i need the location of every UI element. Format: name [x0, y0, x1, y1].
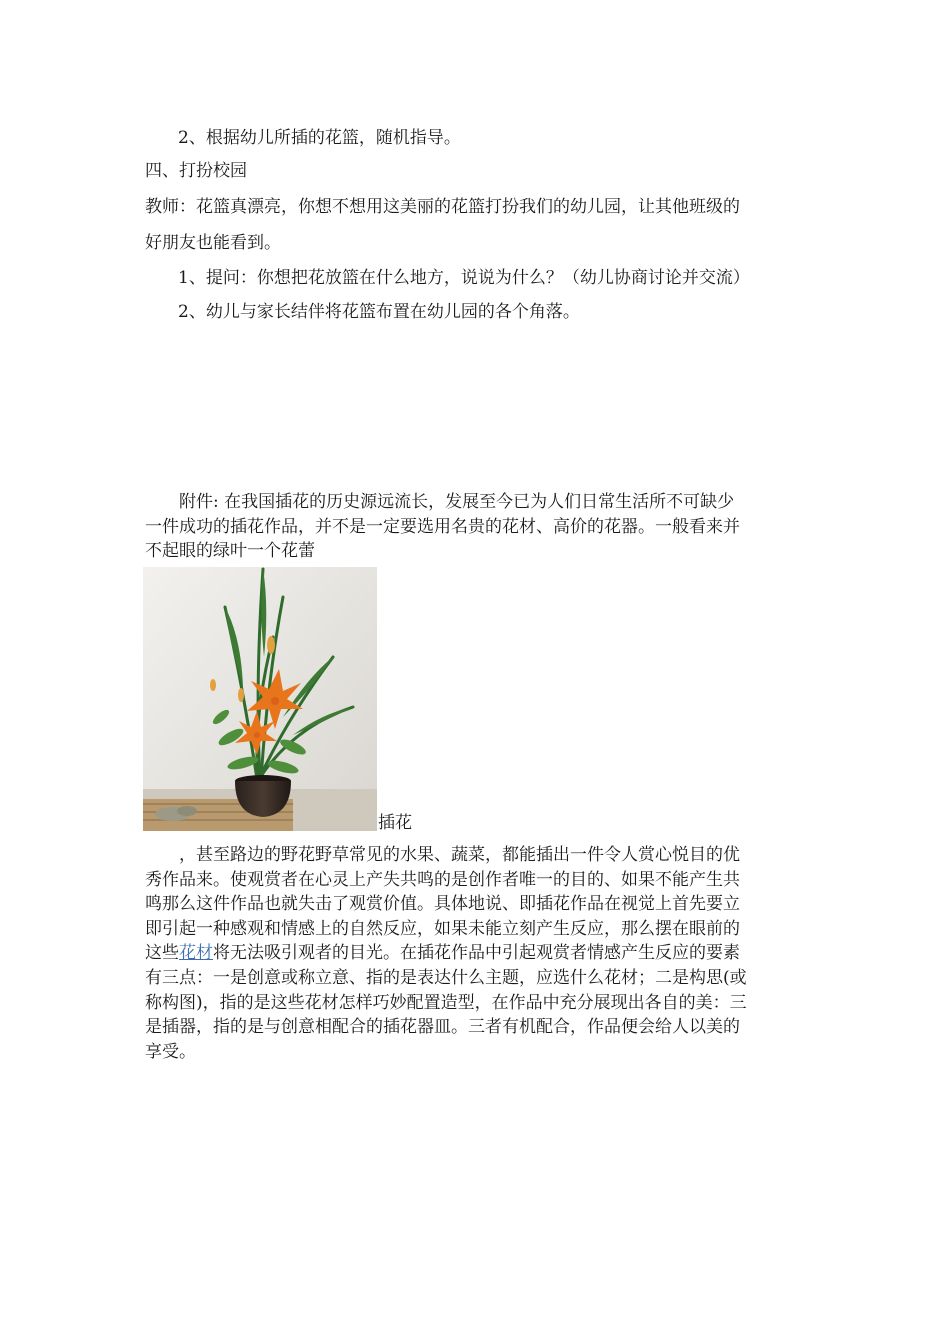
teacher-line-1: 教师：花篮真漂亮，你想不想用这美丽的花篮打扮我们的幼儿园，让其他班级的	[145, 197, 740, 217]
continuation-line: 称构图)，指的是这些花材怎样巧妙配置造型，在作品中充分展现出各自的美：三	[145, 992, 747, 1013]
continuation-line: ，甚至路边的野花野草常见的水果、蔬菜，都能插出一件令人赏心悦目的优	[179, 845, 740, 865]
continuation-line: 是插器，指的是与创意相配合的插花器皿。三者有机配合，作品便会给人以美的	[145, 1017, 740, 1038]
continuation-line: 秀作品来。使观赏者在心灵上产失共鸣的是创作者唯一的目的、如果不能产生共	[145, 869, 740, 890]
question-item-2: 2、幼儿与家长结伴将花篮布置在幼儿园的各个角落。	[178, 302, 580, 322]
continuation-line: 即引起一种感观和情感上的自然反应，如果未能立刻产生反应，那么摆在眼前的	[145, 918, 740, 939]
teacher-line-2: 好朋友也能看到。	[145, 233, 281, 253]
continuation-line	[145, 941, 810, 966]
continuation-line: 有三点：一是创意或称立意、指的是表达什么主题，应选什么花材；二是构思(或	[145, 967, 747, 988]
continuation-paragraph	[145, 843, 810, 1064]
attachment-line: 一件成功的插花作品，并不是一定要选用名贵的花材、高价的花器。一般看来并	[145, 516, 740, 537]
question-item-1: 1、提问：你想把花放篮在什么地方，说说为什么？（幼儿协商讨论并交流）	[178, 268, 750, 288]
continuation-line: 鸣那么这件作品也就失击了观赏价值。具体地说、即插花作品在视觉上首先要立	[145, 894, 740, 915]
guide-item-2: 2、根据幼儿所插的花篮，随机指导。	[178, 128, 461, 148]
continuation-line: 享受。	[145, 1041, 196, 1062]
attachment-line: 附件: 在我国插花的历史源远流长，发展至今已为人们日常生活所不可缺少	[179, 492, 735, 512]
section-heading: 四、打扮校园	[145, 161, 247, 181]
flower-material-link[interactable]: 花材	[179, 943, 213, 964]
attachment-paragraph	[145, 490, 810, 564]
attachment-line: 不起眼的绿叶一个花蕾	[145, 541, 315, 562]
continuation-text: 这些	[145, 943, 179, 964]
continuation-text: 将无法吸引观者的目光。在插花作品中引起观赏者情感产生反应的要素	[213, 943, 740, 964]
photo-caption: 插花	[378, 813, 412, 833]
ikebana-photo	[143, 567, 377, 831]
